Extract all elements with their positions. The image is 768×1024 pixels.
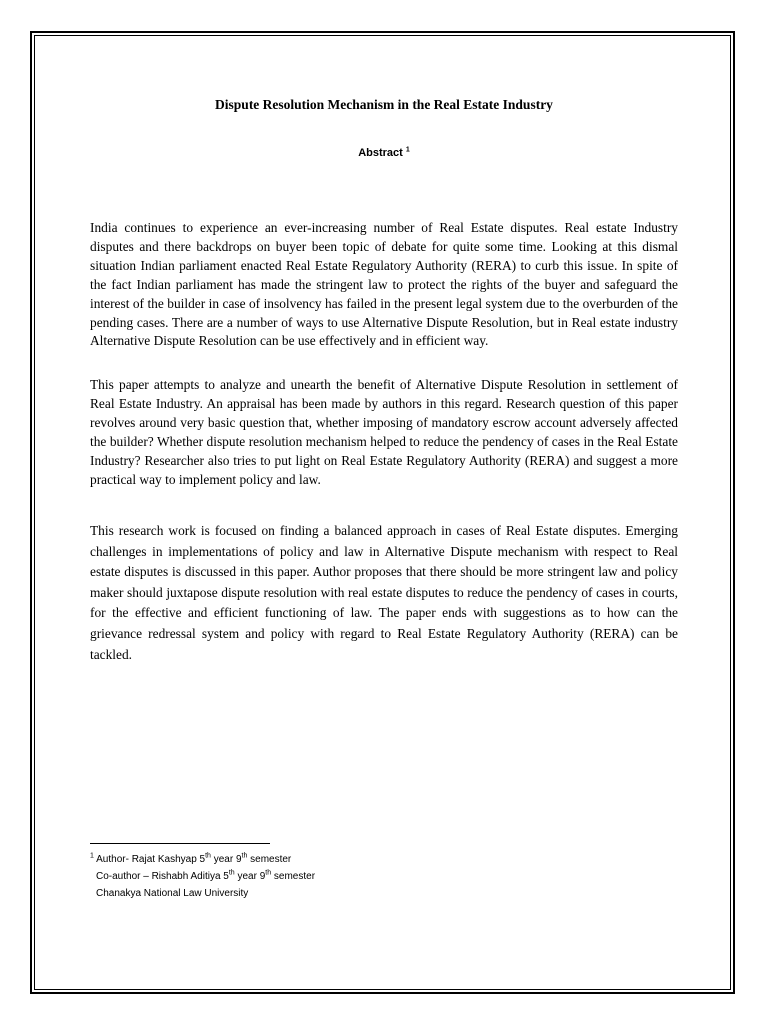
footnote-author-name: Author- Rajat Kashyap 5 (96, 854, 206, 865)
footnotes (90, 851, 315, 902)
footnote-author-year: year 9 (210, 854, 242, 865)
footnote-mark: 1 (90, 852, 94, 860)
footnote-separator (90, 843, 270, 844)
footnote-institution: Chanakya National Law University (96, 888, 249, 899)
footnote-author-ordinal-1: th (205, 852, 211, 860)
abstract-heading (90, 147, 678, 159)
footnote-coauthor-semester: semester (271, 871, 316, 882)
footnote-author (90, 851, 315, 868)
abstract-footnote-mark: 1 (405, 146, 410, 154)
abstract-paragraph-2: This paper attempts to analyze and unearth the benefit of Alternative Dispute Resolution in settlement of Real Estate Industry. An appraisal has been made by authors in this regard. Research question of this paper revolves around very basic question that, whether imposing of mandatory escrow account adversely affected the builder? Whether dispute resolution mechanism helped to reduce the pendency of cases in the Real Estate Industry? Researcher also tries to put light on Real Estate Regulatory Authority (RERA) and suggest a more practical way to implement policy and law. (90, 377, 678, 487)
paper-title: Dispute Resolution Mechanism in the Real Estate Industry (215, 97, 553, 112)
footnote-author-semester: semester (247, 854, 292, 865)
footnote-coauthor-ordinal-2: th (265, 869, 272, 877)
footnote-coauthor-name: Co-author – Rishabh Aditiya 5 (96, 871, 229, 882)
abstract-paragraph-1: India continues to experience an ever-increasing number of Real Estate disputes. Real estate Industry disputes and there backdrops on buyer been topic of debate for quite some time. Looking at this dismal situation Indian parliament enacted Real Estate Regulatory Authority (RERA) to curb this issue. In spite of the fact Indian parliament has made the stringent law to protect the rights of the buyer and safeguard the interest of the builder in case of insolvency has failed in the present legal system due to the overburden of the pending cases. There are a number of ways to use Alternative Dispute Resolution, but in Real estate industry Alternative Dispute Resolution can be use effectively and in efficient way. (90, 220, 678, 349)
page-border-inner (34, 35, 731, 990)
footnote-coauthor-ordinal-1: th (228, 869, 235, 877)
footnote-author-ordinal-2: th (241, 852, 248, 860)
footnote-coauthor-year: year 9 (234, 871, 266, 882)
footnote-coauthor (90, 868, 315, 885)
abstract-heading-text: Abstract (358, 147, 403, 159)
abstract-paragraph-3: This research work is focused on finding a balanced approach in cases of Real Estate disputes. Emerging challenges in implementations of policy and law in Alternative Dispute mechanism with respect to Real estate disputes is discussed in this paper. Author proposes that there should be more stringent law and policy maker should juxtapose dispute resolution with real estate disputes to reduce the pendency of cases in courts, for the effective and efficient functioning of law. The paper ends with suggestions as to how can the grievance redressal system and policy with regard to Real Estate Regulatory Authority (RERA) can be tackled. (90, 523, 678, 662)
